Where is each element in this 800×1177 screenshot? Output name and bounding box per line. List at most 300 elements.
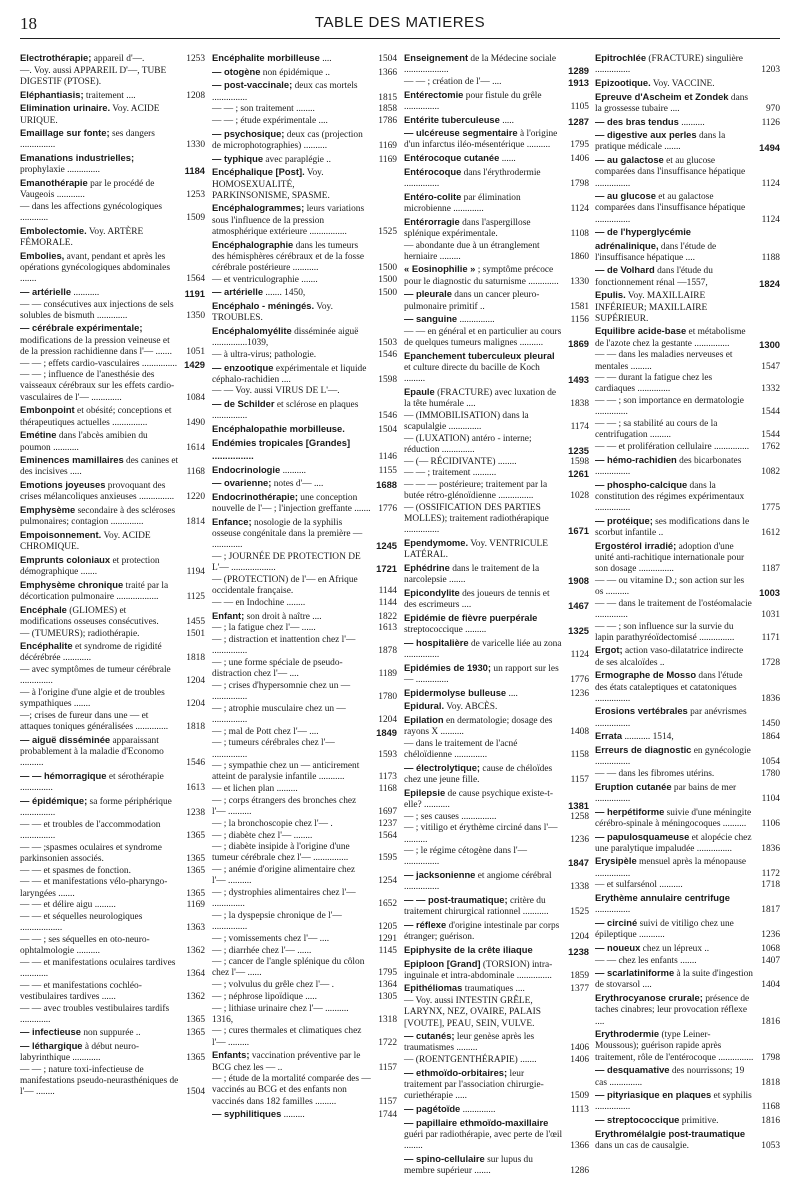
index-columns (20, 52, 780, 1176)
entry-text: — ; la bronchoscopie chez l'— . (212, 818, 333, 829)
index-entry (20, 688, 205, 710)
entry-text: son droit à naître .... (244, 611, 322, 622)
entry-headword: Epaule (404, 385, 435, 397)
entry-headword: — hémo-rachidien (595, 453, 677, 465)
entry-text: vaccination préventive par le BCG chez les — .. (212, 1051, 361, 1073)
entry-text: — avec symptômes de tumeur cérébrale .............. (20, 665, 171, 687)
entry-text: et alopécie chez une paralytique impaludée ............... (595, 832, 752, 854)
entry-headword: Epreuve d'Ascheim et Zondek (595, 90, 729, 102)
index-entry (595, 350, 780, 372)
entry-page-ref: 1509 (186, 213, 205, 224)
entry-headword: — au galactose (595, 154, 664, 166)
entry-page-ref: 1364 (378, 980, 397, 991)
index-entry (404, 894, 589, 918)
entry-page-ref: 1795 (378, 968, 397, 979)
entry-page-ref: 1836 (761, 693, 780, 704)
entry-page-ref: 1157 (378, 1062, 397, 1073)
entry-text: cause de chéloïdes chez une jeune fille. (404, 763, 553, 785)
entry-page-ref: 1125 (186, 591, 205, 602)
index-entry (404, 612, 589, 636)
entry-text: — ; la fatigue chez l'— ...... (212, 623, 316, 634)
entry-headword: — typhique (212, 152, 264, 164)
entry-headword: — papulosquameuse (595, 830, 690, 842)
entry-text: — — ; nature toxi-infectieuse de manifestations pseudo-neurasthéniques de l'— ........ (20, 1065, 179, 1098)
index-entry (20, 958, 205, 980)
entry-text: — ; tumeurs cérébrales chez l'— ............... (212, 738, 335, 760)
index-entry (20, 202, 205, 224)
index-entry (595, 419, 780, 441)
entry-text: traumatiques .... (462, 984, 525, 995)
index-entry (20, 322, 205, 358)
entry-text: — — et délire aigu ......... (20, 900, 116, 911)
entry-page-ref: 1300 (759, 338, 780, 350)
index-entry (595, 91, 780, 115)
entry-text: — — ; son traitement ........ (212, 104, 315, 115)
entry-text: guéri par radiothérapie, avec perte de l'œil ........ (404, 1129, 563, 1152)
index-entry (212, 623, 397, 634)
entry-page-ref: 1490 (186, 417, 205, 428)
entry-page-ref: 1145 (378, 945, 397, 956)
index-entry (212, 464, 397, 477)
entry-page-ref: 1157 (378, 1096, 397, 1107)
entry-headword: — circiné (595, 916, 638, 928)
entry-page-ref: 1598 (378, 374, 397, 385)
entry-text: dans le traitement de la narcolepsie ....... (404, 564, 540, 586)
entry-page-ref: 1031 (761, 609, 780, 620)
entry-text: par élimination microbienne ............. (404, 192, 521, 214)
entry-page-ref: 1171 (761, 632, 780, 643)
entry-headword: Enfance; (212, 516, 252, 528)
entry-page-ref: 1613 (186, 783, 205, 794)
entry-text: non épidémique .. (260, 67, 330, 78)
index-entry (404, 127, 589, 151)
entry-page-ref: 1365 (186, 888, 205, 899)
entry-page-ref: 1858 (378, 104, 397, 115)
entry-headword: Encéphalopathie morbilleuse. (212, 423, 345, 435)
entry-text: — — en général et en particulier au cours de quelques tumeurs malignes .......... (404, 326, 562, 349)
entry-page-ref: 1318 (378, 1014, 397, 1025)
entry-headword: — de l'hyperglycémie adrénalinique, (595, 226, 692, 251)
entry-headword: Ependymome. (404, 537, 469, 549)
entry-headword: Emanothérapie (20, 177, 88, 189)
entry-headword: Epiploon [Grand] (404, 957, 481, 969)
entry-page-ref: 1204 (570, 932, 589, 943)
entry-page-ref: 1544 (761, 407, 780, 418)
index-entry (595, 622, 780, 644)
index-entry (404, 457, 589, 468)
entry-page-ref: 1501 (186, 628, 205, 639)
entry-text: — — et spasmes de fonction. (20, 865, 131, 876)
index-entry (20, 429, 205, 453)
entry-text: ......... (281, 1110, 305, 1121)
entry-text: — (IMMOBILISATION) dans la scapulalgie .............. (404, 410, 529, 433)
entry-page-ref: 1493 (568, 374, 589, 386)
entry-headword: Encéphalographie (212, 238, 294, 250)
entry-page-ref: 1082 (761, 466, 780, 477)
index-entry (404, 700, 589, 713)
entry-text: dans l'étude du fonctionnement rénal —1557, (595, 266, 713, 288)
index-entry (20, 177, 205, 201)
entry-page-ref: 1106 (761, 818, 780, 829)
entry-headword: Eléphantiasis; (20, 88, 84, 100)
index-entry (404, 114, 589, 127)
entry-headword: — de Schilder (212, 398, 275, 410)
entry-headword: Errata (595, 730, 623, 742)
index-entry (404, 714, 589, 738)
index-entry (20, 900, 205, 911)
entry-page-ref: 1003 (759, 586, 780, 598)
entry-text: Voy. HOMOSEXUALITÉ, PARKINSONISME, SPASME. (212, 168, 330, 201)
entry-text: et métabolisme de l'azote chez la gestante ............... (595, 327, 746, 349)
entry-page-ref: 1849 (376, 726, 397, 738)
index-entry (595, 1064, 780, 1088)
entry-page-ref: 1503 (378, 338, 397, 349)
index-entry (20, 52, 205, 65)
index-entry (20, 1026, 205, 1039)
entry-page-ref: 1564 (186, 274, 205, 285)
index-entry (595, 373, 780, 395)
entry-page-ref: 1237 (378, 818, 397, 829)
index-entry (212, 1049, 397, 1073)
entry-text: traitement .... (83, 90, 136, 101)
index-entry (20, 1040, 205, 1064)
entry-page-ref: 1338 (570, 882, 589, 893)
entry-headword: — électrolytique; (404, 761, 481, 773)
entry-text: dans l'aspergillose splénique expérimentale. (404, 217, 531, 239)
entry-headword: Emaillage sur fonte; (20, 127, 110, 139)
index-entry (20, 866, 205, 877)
entry-text: — — chez les enfants ....... (595, 955, 697, 966)
entry-text: deux cas (projection de microphotographies) .......... (212, 129, 363, 151)
index-entry (404, 982, 589, 995)
entry-text: un rapport sur les — .............. (404, 663, 559, 685)
entry-headword: Epidermolyse bulleuse (404, 686, 507, 698)
index-entry (20, 912, 205, 934)
entry-text: d'origine intestinale par corps étranger; guérison. (404, 920, 560, 943)
entry-text: — ; cures thermales et climatiques chez l'— ......... (212, 1026, 362, 1048)
index-entry (212, 362, 397, 386)
entry-text: .... (319, 54, 332, 64)
entry-text: — ; vitiligo et érythème circiné dans l'— .......... (404, 823, 558, 845)
entry-page-ref: 1762 (761, 442, 780, 452)
entry-page-ref: 1253 (186, 54, 205, 64)
entry-headword: — aiguë disséminée (20, 733, 111, 745)
index-entry (404, 434, 589, 456)
index-entry (595, 892, 780, 916)
index-entry (595, 1128, 780, 1152)
entry-page-ref: 1053 (761, 1141, 780, 1152)
entry-page-ref: 1105 (570, 101, 589, 112)
entry-text: — — ;spasmes oculaires et syndrome parkinsonien associés. (20, 842, 162, 864)
entry-text: — — ; étude expérimentale .... (212, 116, 328, 127)
entry-text: .......... (280, 465, 307, 476)
entry-page-ref: 1721 (376, 563, 397, 575)
index-entry (404, 166, 589, 190)
entry-text: — ; crises d'hypersomnie chez un — ............... (212, 680, 351, 703)
entry-headword: — artérielle (212, 286, 264, 298)
entry-headword: Embolectomie. (20, 224, 87, 236)
entry-headword: — herpétiforme (595, 805, 665, 817)
index-entry (212, 957, 397, 979)
entry-text: — — et manifestations oculaires tardives ............ (20, 957, 176, 979)
entry-headword: — spino-cellulaire (404, 1152, 485, 1164)
entry-page-ref: 1365 (186, 865, 205, 876)
entry-headword: Embolies, (20, 249, 65, 261)
entry-page-ref: 1500 (378, 262, 397, 273)
entry-text: — ; sympathie chez un — anticirement atteint de paralysie infantile ........... (212, 761, 360, 783)
entry-page-ref: 1697 (378, 807, 397, 818)
index-entry (212, 166, 397, 202)
index-entry (595, 769, 780, 780)
entry-headword: Enfant; (212, 609, 245, 621)
entry-text: modifications de la pression veineuse et de la pression rachidienne dans l'— ....... (20, 335, 172, 357)
entry-headword: — — post-traumatique; (404, 894, 508, 906)
entry-text: Voy. ACIDE CHROMIQUE. (20, 530, 151, 553)
index-entry (595, 806, 780, 830)
index-entry (212, 761, 397, 783)
index-entry (212, 1026, 397, 1048)
entry-headword: Eruption cutanée (595, 780, 672, 792)
entry-headword: Epidémies de 1930; (404, 661, 492, 673)
entry-page-ref: 1504 (186, 1087, 205, 1098)
index-entry (20, 795, 205, 819)
entry-page-ref: 1546 (378, 349, 397, 360)
index-entry (212, 784, 397, 795)
index-column-1 (20, 52, 205, 1098)
index-entry (595, 442, 780, 453)
entry-text: et protection démographique ....... (20, 555, 160, 578)
entry-headword: — protéique; (595, 514, 653, 526)
entry-page-ref: 1429 (184, 358, 205, 370)
index-entry (20, 665, 205, 687)
index-entry (404, 537, 589, 561)
entry-headword: Erythrocyanose crurale; (595, 992, 703, 1004)
entry-page-ref: 1798 (570, 179, 589, 190)
entry-text: — — et prolifération cellulaire ............... (595, 442, 750, 452)
entry-headword: « Eosinophilie » (404, 263, 476, 275)
entry-text: — Voy. aussi INTESTIN GRÊLE, LARYNX, NEZ, OVAIRE, PALAIS [VOUTE], PEAU, SEIN, VULVE. (404, 996, 541, 1029)
index-entry (20, 981, 205, 1003)
entry-text: — — et troubles de l'accommodation ............... (20, 819, 161, 841)
entry-text: .......... (678, 117, 705, 128)
entry-page-ref: 1158 (570, 750, 589, 761)
index-entry (20, 370, 205, 404)
entry-text: ............... (595, 905, 631, 916)
entry-page-ref: 1504 (378, 54, 397, 64)
entry-page-ref: 1718 (761, 880, 780, 891)
entry-headword: Encéphalite (20, 640, 73, 652)
entry-text: — — ; sa stabilité au cours de la centrifugation ......... (595, 419, 718, 441)
entry-page-ref: 1365 (186, 853, 205, 864)
entry-text: des nourrissons; 19 cas .............. (595, 1066, 745, 1088)
entry-text: avant, pendant et après les opérations gynécologiques abdominales ....... (20, 251, 170, 285)
entry-text: — — ou vitamine D.; son action sur les os .......... (595, 575, 745, 597)
entry-text: (FRACTURE) avec luxation de la tête humérale .... (404, 387, 557, 410)
entry-page-ref: 1108 (570, 228, 589, 239)
entry-headword: — cutanés; (404, 1030, 455, 1042)
entry-text: .............. (460, 1104, 496, 1115)
entry-page-ref: 1822 (378, 611, 397, 622)
index-entry (212, 819, 397, 830)
entry-headword: — léthargique (20, 1040, 83, 1052)
entry-text: — — ; effets cardio-vasculaires ............... (20, 358, 178, 369)
entry-text: de cause psychique existe-t-elle? ........... (404, 788, 553, 810)
entry-text: des canines et des incisives ..... (20, 456, 179, 478)
index-entry (212, 1074, 397, 1108)
entry-page-ref: 1406 (570, 1055, 589, 1066)
entry-page-ref: 1305 (378, 991, 397, 1002)
entry-headword: Elimination urinaire. (20, 102, 111, 114)
entry-page-ref: 1254 (378, 876, 397, 887)
entry-headword: — noueux (595, 941, 641, 953)
entry-text: — (LUXATION) antéro - interne; réduction .............. (404, 433, 532, 455)
entry-page-ref: 1203 (761, 65, 780, 76)
entry-page-ref: 1688 (376, 479, 397, 491)
entry-page-ref: 1054 (761, 757, 780, 768)
entry-page-ref: 1860 (570, 251, 589, 262)
entry-page-ref: 1068 (761, 943, 780, 954)
entry-page-ref: 1816 (761, 1016, 780, 1027)
entry-page-ref: 1455 (186, 616, 205, 627)
index-entry (595, 515, 780, 539)
entry-headword: — artérielle (20, 285, 72, 297)
index-entry (595, 116, 780, 129)
entry-text: — ; distraction et inattention chez l'— ............... (212, 635, 356, 657)
entry-headword: — digestive aux perles (595, 129, 697, 141)
entry-text: — — et séquelles neurologiques .................. (20, 911, 143, 934)
entry-text: — ; diarrhée chez l'— ...... (212, 945, 312, 956)
entry-headword: Emanations industrielles; (20, 152, 135, 164)
entry-page-ref: 1126 (761, 117, 780, 128)
index-entry (404, 944, 589, 957)
entry-headword: — phospho-calcique (595, 478, 688, 490)
index-entry (595, 1089, 780, 1113)
entry-text: avec paraplégie .. (263, 154, 331, 165)
entry-page-ref: 1878 (378, 646, 397, 657)
index-entry (212, 286, 397, 299)
index-entry (404, 919, 589, 943)
entry-page-ref: 1404 (761, 980, 780, 991)
entry-text: — — dans les fibromes utérins. (595, 768, 715, 779)
entry-text: — — dans le traitement de l'ostéomalacie .............. (595, 598, 752, 620)
entry-text: action vaso-dilatatrice indirecte de ses alcaloïdes .. (595, 646, 744, 668)
index-entry (404, 52, 589, 76)
running-title: TABLE DES MATIERES (314, 14, 486, 31)
entry-text: — — et manifestations vélo-pharyngo-laryngées ....... (20, 877, 168, 899)
entry-page-ref: 1786 (378, 116, 397, 127)
index-entry (212, 1108, 397, 1121)
entry-text: — et ventriculographie ....... (212, 274, 318, 285)
index-entry (404, 241, 589, 263)
index-entry (212, 865, 397, 887)
index-entry (404, 1055, 589, 1066)
entry-page-ref: 1235 (568, 445, 589, 456)
entry-text: appareil d'—. (91, 54, 145, 64)
entry-page-ref: 1817 (761, 905, 780, 916)
index-entry (595, 129, 780, 153)
entry-text: expérimentale et liquide céphalo-rachidien .... (212, 363, 367, 385)
entry-headword: Emétine (20, 429, 57, 441)
entry-page-ref: 1776 (570, 674, 589, 685)
entry-headword: Erosions vertébrales (595, 705, 688, 717)
entry-text: (GLIOMES) et modifications osseuses consécutives. (20, 605, 159, 627)
index-entry (212, 575, 397, 597)
entry-page-ref: 1169 (186, 900, 205, 911)
index-entry (20, 404, 205, 428)
index-entry (212, 738, 397, 760)
entry-text: dans l'abcès amibien du poumon ........... (20, 431, 148, 453)
entry-text: à début neuro-labyrinthique ............ (20, 1042, 140, 1064)
index-entry (595, 744, 780, 768)
entry-headword: Ephédrine (404, 562, 450, 574)
entry-page-ref: 1613 (378, 623, 397, 634)
index-entry (20, 629, 205, 640)
entry-page-ref: 1362 (186, 991, 205, 1002)
entry-page-ref: 1816 (761, 1116, 780, 1127)
entry-page-ref: 1124 (761, 214, 780, 225)
index-entry (595, 705, 780, 729)
entry-headword: Emotions joyeuses (20, 479, 106, 491)
entry-page-ref: 1509 (570, 1091, 589, 1102)
index-entry (404, 812, 589, 823)
entry-text: dans la pratique médicale ....... (595, 131, 726, 153)
entry-text: ....... 1450, (263, 288, 306, 299)
page-number: 18 (20, 14, 37, 33)
entry-text: leurs variations sous l'influence de la pression atmosphérique extérieure ................ (212, 204, 365, 237)
index-entry (212, 128, 397, 152)
entry-page-ref: 1908 (568, 575, 589, 587)
index-entry (212, 681, 397, 703)
entry-text: — — — postérieure; traitement par la butée rétro-glénoïdienne ............... (404, 480, 548, 502)
index-entry (595, 52, 780, 76)
index-entry (404, 503, 589, 537)
entry-headword: Epulis. (595, 289, 626, 301)
entry-page-ref: 1365 (186, 831, 205, 841)
entry-text: — ; diabète insipide à l'origine d'une tumeur cérébrale chez l'— ............... (212, 842, 350, 864)
entry-headword: — otogène (212, 65, 261, 77)
entry-text: deux cas mortels ............... (212, 81, 358, 103)
index-entry (404, 327, 589, 349)
index-entry (595, 1028, 780, 1064)
entry-text: de varicelle liée au zona ............... (404, 638, 562, 660)
entry-page-ref: 1261 (568, 468, 589, 480)
index-entry (20, 250, 205, 286)
entry-text: — — consécutives aux injections de sels solubles de bismuth ............. (20, 299, 174, 321)
entry-text: notes d'— .... (271, 479, 324, 490)
entry-page-ref: 1364 (186, 968, 205, 979)
index-entry (595, 992, 780, 1028)
entry-text: — ; diabète chez l'— ........ (212, 830, 313, 841)
entry-text: une conception nouvelle de l'— ; l'injection greffante ....... (212, 493, 371, 515)
index-entry (20, 554, 205, 578)
entry-headword: Endocrinologie (212, 463, 281, 475)
index-entry (20, 604, 205, 628)
index-entry (595, 855, 780, 879)
entry-text: adoption d'une unité anti-rachitique internationale pour son dosage ............... (595, 541, 745, 575)
entry-page-ref: 1184 (184, 165, 205, 177)
entry-headword: — pagétoïde (404, 1102, 461, 1114)
entry-page-ref: 1258 (570, 811, 589, 822)
entry-text: disséminée aiguë ...............1039, (212, 326, 359, 349)
entry-text: — ; anémie d'origine alimentaire chez l'— .......... (212, 865, 356, 887)
index-entry (212, 704, 397, 726)
index-entry (595, 730, 780, 743)
entry-headword: Entérite tuberculeuse (404, 113, 500, 125)
index-entry (20, 640, 205, 664)
entry-text: — ; une forme spéciale de pseudo-distraction chez l'— .... (212, 657, 343, 680)
index-entry (20, 770, 205, 794)
entry-headword: — pityriasique en plaques (595, 1089, 712, 1101)
